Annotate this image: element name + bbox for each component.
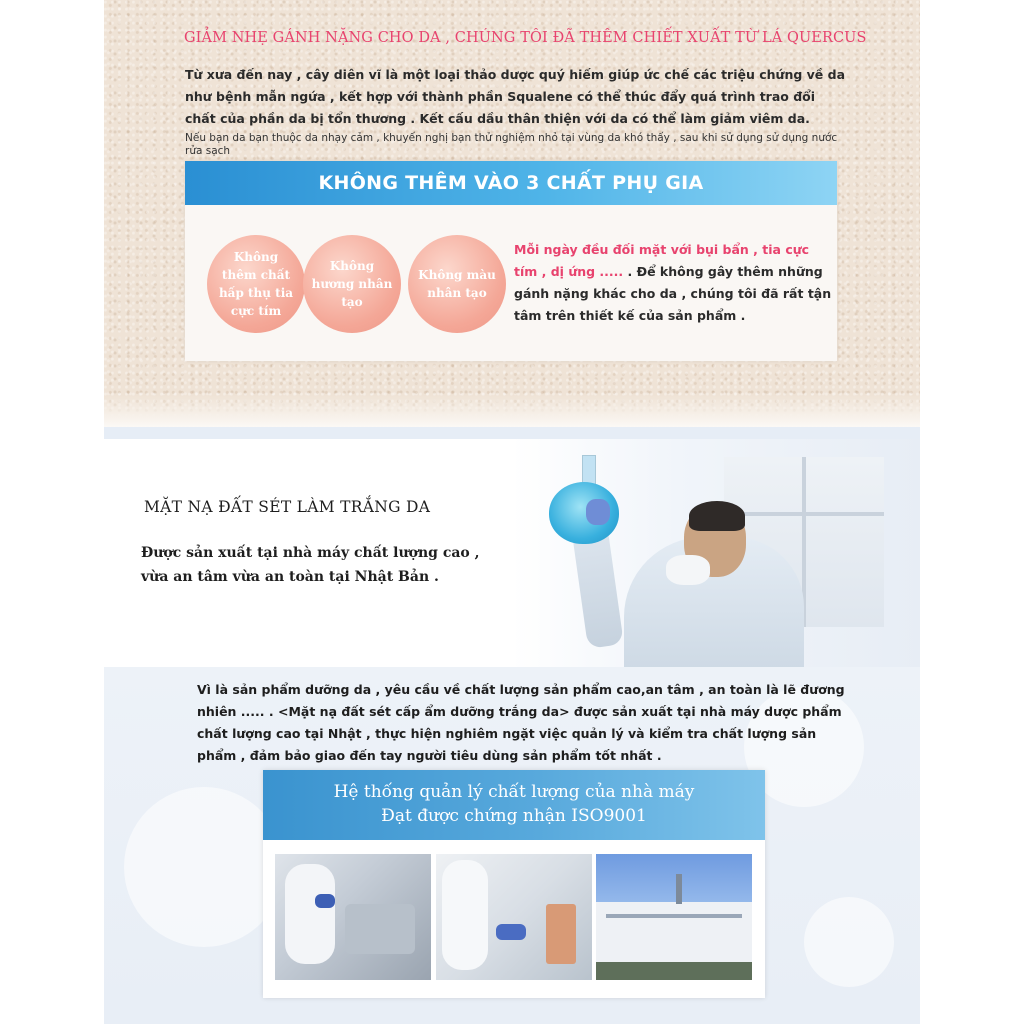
- lab-title: MẶT NẠ ĐẤT SÉT LÀM TRẮNG DA: [144, 498, 431, 516]
- additives-panel-header: KHÔNG THÊM VÀO 3 CHẤT PHỤ GIA: [185, 161, 837, 205]
- additives-panel: [185, 161, 837, 361]
- scientist-mask-image: [666, 555, 710, 585]
- section1-note: Nếu bạn da bạn thuộc da nhạy cảm , khuyến nghị bạn thử nghiệm nhỏ tại vùng da khó thấy , sau khi sử dụng sử dụng nước rửa sạch: [185, 132, 838, 157]
- no-fragrance-circle: Không hương nhân tạo: [303, 235, 401, 333]
- scientist-hair-image: [689, 501, 745, 531]
- iso-card-header: [263, 770, 765, 840]
- panel-text-highlight: Mỗi ngày đều đối mặt với bụi bẩn , tia cực tím , dị ứng .....: [514, 242, 810, 279]
- lab-top-band: [104, 427, 920, 439]
- iso-card: [263, 770, 765, 998]
- panel-text-rest: . Để không gây thêm những gánh nặng khác cho da , chúng tôi đã rất tận tâm trên thiết kế của sản phẩm .: [514, 264, 832, 323]
- iso-header-line2: Đạt được chứng nhận ISO9001: [381, 806, 647, 826]
- no-uv-absorber-circle: Không thêm chất hấp thụ tia cực tím: [207, 235, 305, 333]
- factory-photo-1: [275, 854, 431, 980]
- section1-body: Từ xưa đến nay , cây diên vĩ là một loại thảo dược quý hiếm giúp ức chế các triệu chứng về da như bệnh mẫn ngứa , kết hợp với thành phần Squalene có thể thúc đẩy quá trình trao đổi chất của phần da bị tổn thương . Kết cấu dầu thân thiện với da có thể làm giảm viêm da.: [185, 67, 845, 126]
- quality-body: Vì là sản phẩm dưỡng da , yêu cầu về chất lượng sản phẩm cao,an tâm , an toàn là lẽ đương nhiên ..... . <Mặt nạ đất sét cấp ẩm dưỡng trắng da> được sản xuất tại nhà máy dược phẩm chất lượng cao tại Nhật , thực hiện nghiêm ngặt việc quản lý và kiểm tra chất lượng sản phẩm , đảm bảo giao đến tay người tiêu dùng sản phẩm tốt nhất .: [197, 682, 845, 763]
- factory-photo-2: [436, 854, 592, 980]
- no-colorant-circle: Không màu nhân tạo: [408, 235, 506, 333]
- glove-image: [586, 499, 610, 525]
- section1-title: GIẢM NHẸ GÁNH NẶNG CHO DA , CHÚNG TÔI ĐÃ THÊM CHIẾT XUẤT TỪ LÁ QUERCUS: [184, 30, 867, 46]
- iso-header-line1: Hệ thống quản lý chất lượng của nhà máy: [333, 782, 695, 802]
- factory-building-photo: [596, 854, 752, 980]
- additives-panel-text: [514, 239, 834, 327]
- lab-subtitle: Được sản xuất tại nhà máy chất lượng cao , vừa an tâm vừa an toàn tại Nhật Bản .: [141, 545, 480, 585]
